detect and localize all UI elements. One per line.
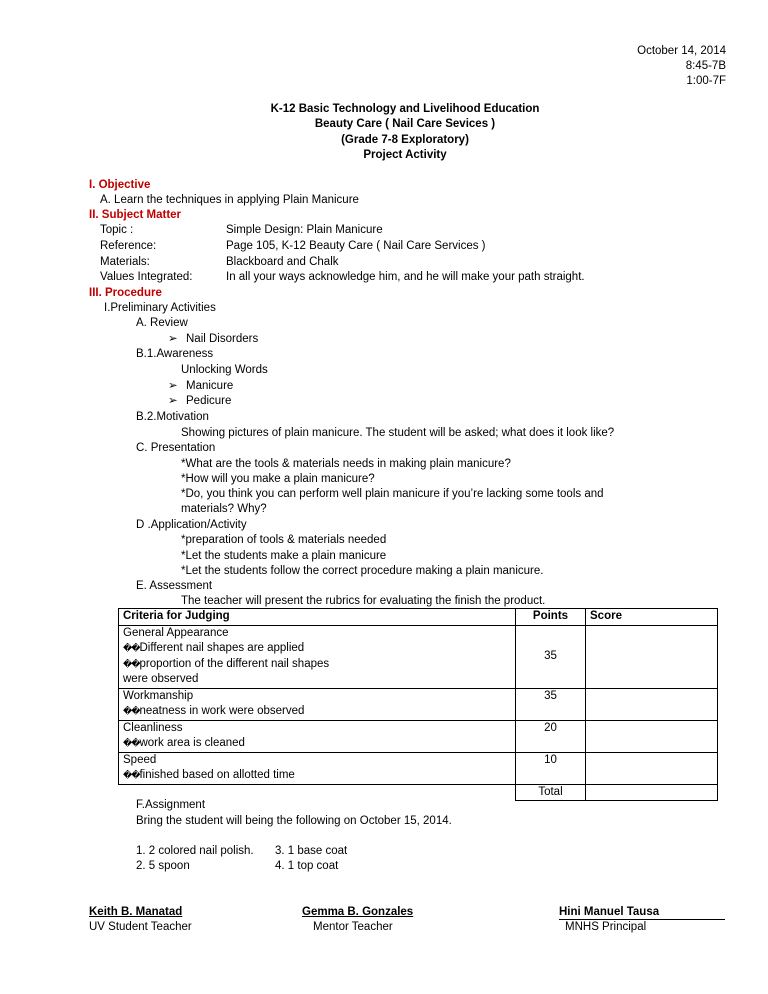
application-item-3: *Let the students follow the correct procedure making a plain manicure.: [181, 565, 544, 577]
time-7f: 1:00-7F: [686, 75, 726, 87]
title-line-3: (Grade 7-8 Exploratory): [341, 134, 469, 146]
criteria-cell: [119, 752, 516, 784]
missing-glyph-icon: ��: [123, 658, 140, 669]
criteria-title: Speed: [123, 753, 157, 766]
presentation-question-1: *What are the tools & materials needs in making plain manicure?: [181, 458, 511, 470]
total-label: Total: [516, 784, 586, 801]
criteria-title: Cleanliness: [123, 721, 183, 734]
objective-text: A. Learn the techniques in applying Plain Manicure: [100, 194, 359, 206]
preliminary-activities: I.Preliminary Activities: [104, 302, 216, 314]
points-cell: 35: [516, 688, 586, 720]
application-item-1: *preparation of tools & materials needed: [181, 534, 387, 546]
presentation-question-2: *How will you make a plain manicure?: [181, 473, 375, 485]
score-header: Score: [586, 609, 718, 626]
criteria-cell: [119, 720, 516, 752]
signature-name-student-teacher: Keith B. Manatad: [89, 906, 183, 918]
points-cell: 10: [516, 752, 586, 784]
table-row: [119, 720, 718, 752]
procedure-heading: III. Procedure: [89, 287, 162, 299]
score-cell[interactable]: [586, 625, 718, 688]
total-row: [119, 784, 718, 801]
missing-glyph-icon: ��: [123, 770, 140, 780]
signature-role-mentor: Mentor Teacher: [313, 921, 393, 933]
criteria-item: ��work area is cleaned: [123, 737, 245, 749]
criteria-title: Workmanship: [123, 689, 194, 702]
criteria-item: ��neatness in work were observed: [123, 705, 305, 717]
assignment-item-1: 1. 2 colored nail polish.: [136, 845, 254, 857]
total-score-cell[interactable]: [586, 784, 718, 801]
presentation-question-3: *Do, you think you can perform well plain manicure if you’re lacking some tools and: [181, 488, 604, 500]
missing-glyph-icon: ��: [123, 706, 140, 716]
assignment-item-4: 4. 1 top coat: [275, 860, 339, 872]
values-value: In all your ways acknowledge him, and he will make your path straight.: [226, 271, 585, 283]
assignment-heading: F.Assignment: [136, 799, 206, 811]
title-line-2: Beauty Care ( Nail Care Sevices ): [314, 118, 496, 130]
signature-name-principal: Hini Manuel Tausa: [559, 905, 725, 920]
criteria-item-cont: were observed: [123, 673, 199, 685]
motivation-text: Showing pictures of plain manicure. The student will be asked; what does it look like?: [181, 427, 615, 439]
review-heading: A. Review: [136, 317, 188, 329]
signature-role-student-teacher: UV Student Teacher: [89, 921, 192, 933]
assignment-item-3: 3. 1 base coat: [275, 845, 348, 857]
criteria-item: ��finished based on allotted time: [123, 769, 295, 781]
title-line-1: K-12 Basic Technology and Livelihood Education: [270, 103, 540, 115]
signature-role-principal: MNHS Principal: [565, 921, 647, 933]
subject-matter-heading: II. Subject Matter: [89, 209, 182, 221]
application-item-2: *Let the students make a plain manicure: [181, 550, 387, 562]
awareness-heading: B.1.Awareness: [136, 348, 214, 360]
arrow-bullet-icon: ➢: [168, 380, 178, 392]
unlocking-words: Unlocking Words: [181, 364, 268, 376]
score-cell[interactable]: [586, 720, 718, 752]
reference-label: Reference:: [100, 240, 157, 252]
presentation-question-3-cont: materials? Why?: [181, 503, 267, 515]
word-pedicure: ➢ Pedicure: [168, 395, 232, 407]
criteria-title: General Appearance: [123, 626, 229, 639]
missing-glyph-icon: ��: [123, 643, 140, 653]
review-item: ➢ Nail Disorders: [168, 333, 259, 345]
reference-value: Page 105, K-12 Beauty Care ( Nail Care Services ): [226, 240, 486, 252]
score-cell[interactable]: [586, 752, 718, 784]
assignment-item-2: 2. 5 spoon: [136, 860, 190, 872]
application-heading: D .Application/Activity: [136, 519, 247, 531]
assessment-heading: E. Assessment: [136, 580, 213, 592]
table-row: [119, 752, 718, 784]
criteria-cell: [119, 625, 516, 688]
rubric-table: [118, 608, 718, 801]
points-cell: 20: [516, 720, 586, 752]
arrow-bullet-icon: ➢: [168, 333, 178, 345]
topic-label: Topic :: [100, 224, 134, 236]
arrow-bullet-icon: ➢: [168, 395, 178, 407]
assessment-text: The teacher will present the rubrics for evaluating the finish the product.: [181, 595, 546, 607]
topic-value: Simple Design: Plain Manicure: [226, 224, 383, 236]
word-manicure: ➢ Manicure: [168, 380, 234, 392]
score-cell[interactable]: [586, 688, 718, 720]
motivation-heading: B.2.Motivation: [136, 411, 209, 423]
criteria-cell: [119, 688, 516, 720]
values-label: Values Integrated:: [100, 271, 193, 283]
points-header: Points: [516, 609, 586, 626]
signature-name-mentor: Gemma B. Gonzales: [302, 906, 414, 918]
document-date: October 14, 2014: [637, 45, 726, 57]
criteria-header: Criteria for Judging: [119, 609, 516, 626]
objective-heading: I. Objective: [89, 179, 151, 191]
points-cell: 35: [516, 625, 586, 688]
criteria-item: ��proportion of the different nail shapes: [123, 657, 330, 670]
materials-value: Blackboard and Chalk: [226, 256, 339, 268]
missing-glyph-icon: ��: [123, 738, 140, 748]
criteria-item: ��Different nail shapes are applied: [123, 642, 305, 654]
table-row: [119, 625, 718, 688]
time-7b: 8:45-7B: [685, 60, 726, 72]
title-line-4: Project Activity: [363, 149, 447, 161]
materials-label: Materials:: [100, 256, 150, 268]
assignment-text: Bring the student will being the following on October 15, 2014.: [136, 815, 452, 827]
table-row: [119, 688, 718, 720]
rubric-header-row: [119, 609, 718, 626]
presentation-heading: C. Presentation: [136, 442, 216, 454]
